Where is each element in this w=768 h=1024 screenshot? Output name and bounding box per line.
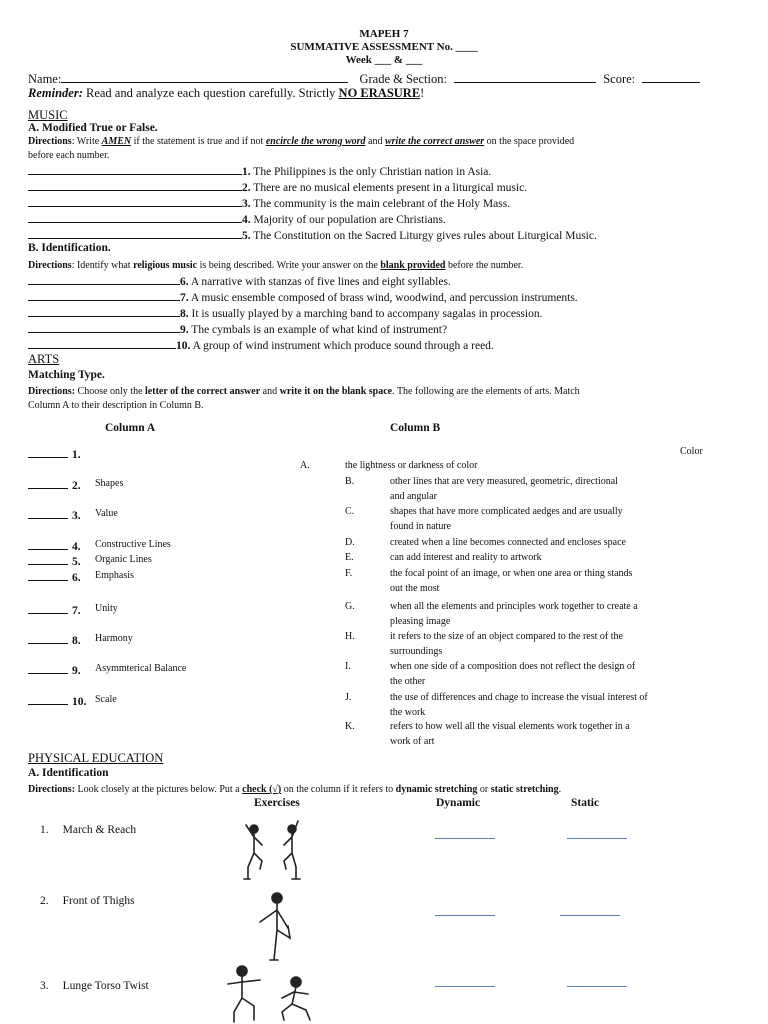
item-text: Constructive Lines <box>95 539 171 550</box>
answer-blank[interactable] <box>28 212 242 223</box>
item-description: the focal point of an image, or when one area or thing stands <box>390 568 633 579</box>
color-label: Color <box>680 446 703 457</box>
column-a-item <box>28 631 133 649</box>
item-letter: C. <box>345 506 355 517</box>
pe-directions <box>28 784 561 795</box>
item-letter: B. <box>345 476 355 487</box>
dir-text: and <box>262 386 278 397</box>
item-number: 9. <box>72 665 81 677</box>
dir-label: Directions: <box>28 784 76 795</box>
exercise-row <box>40 824 136 836</box>
item-number: 8. <box>180 308 189 320</box>
item-text: Scale <box>95 694 117 705</box>
exercise-number: 2. <box>40 895 49 907</box>
reminder <box>28 86 424 101</box>
dir-text: and <box>368 136 383 147</box>
item-text: Harmony <box>95 633 133 644</box>
dir-emph: religious music <box>133 260 198 271</box>
item-text: It is usually played by a marching band to accompany sagalas in procession. <box>191 308 543 320</box>
dir-emph: letter of the correct answer <box>145 386 261 397</box>
item-letter: E. <box>345 552 354 563</box>
name-label: Name: <box>28 72 62 86</box>
dir-label: Directions: <box>28 386 76 397</box>
exercise-row <box>40 980 149 992</box>
dir-static: static stretching <box>490 784 559 795</box>
dir-text: on the column if it refers to <box>283 784 394 795</box>
item-text: Unity <box>95 603 118 614</box>
exercise-number: 1. <box>40 824 49 836</box>
item-description: the lightness or darkness of color <box>345 460 478 471</box>
item-description-cont: the other <box>390 676 426 687</box>
item-letter: F. <box>345 568 353 579</box>
exercise-number: 3. <box>40 980 49 992</box>
item-description-cont: and angular <box>390 491 437 502</box>
item-description: created when a line becomes connected and encloses space <box>390 537 626 548</box>
arts-title: Matching Type. <box>28 369 105 381</box>
item-letter: D. <box>345 537 355 548</box>
dir-text: Choose only the <box>77 386 143 397</box>
answer-blank[interactable] <box>28 570 68 581</box>
march-reach-illustration <box>238 817 318 883</box>
answer-blank[interactable] <box>28 306 180 317</box>
answer-blank[interactable] <box>28 633 68 644</box>
item-description-cont: the work <box>390 707 426 718</box>
column-a-item <box>28 601 118 619</box>
identification-item <box>28 274 451 288</box>
item-letter: I. <box>345 661 351 672</box>
item-number: 7. <box>180 292 189 304</box>
item-number: 3. <box>242 198 251 210</box>
item-text: There are no musical elements present in a liturgical music. <box>253 182 528 194</box>
item-text: Emphasis <box>95 570 134 581</box>
item-description: the use of differences and chage to increase the visual interest of <box>390 692 648 703</box>
item-description: shapes that have more complicated aedges and are usually <box>390 506 623 517</box>
doc-week: Week ___ & ___ <box>345 54 423 66</box>
answer-blank[interactable] <box>28 164 242 175</box>
column-a-header: Column A <box>105 422 156 434</box>
answer-blank[interactable] <box>28 539 68 550</box>
column-a-item <box>28 445 81 463</box>
answer-blank[interactable] <box>28 508 68 519</box>
figure-body <box>260 903 290 960</box>
dir-label: Directions <box>28 260 72 271</box>
answer-blank[interactable] <box>28 228 242 239</box>
answer-blank[interactable] <box>28 274 180 285</box>
identification-item <box>28 290 578 304</box>
music-b-title: B. Identification. <box>28 242 111 254</box>
column-a-item <box>28 506 118 524</box>
item-description: refers to how well all the visual elements work together in a <box>390 721 630 732</box>
static-check-blank[interactable] <box>567 986 627 987</box>
dir-dynamic: dynamic stretching <box>395 784 478 795</box>
grade-label: Grade & Section: <box>359 72 447 86</box>
item-description-cont: surroundings <box>390 646 443 657</box>
pe-heading: PHYSICAL EDUCATION <box>28 751 164 765</box>
reminder-emph: NO ERASURE <box>338 86 421 100</box>
item-description: when one side of a composition does not reflect the design of <box>390 661 636 672</box>
exercise-name: Lunge Torso Twist <box>62 980 149 992</box>
item-text: A narrative with stanzas of five lines and eight syllables. <box>190 276 451 288</box>
name-row <box>28 72 700 87</box>
arts-heading: ARTS <box>28 352 60 366</box>
item-text: Majority of our population are Christians. <box>253 214 446 226</box>
figure-head <box>237 966 247 976</box>
col-exercises: Exercises <box>254 797 300 809</box>
item-letter: H. <box>345 631 355 642</box>
answer-blank[interactable] <box>28 694 68 705</box>
exercise-name: Front of Thighs <box>62 895 135 907</box>
name-field[interactable] <box>61 72 348 83</box>
item-text: The Constitution on the Sacred Liturgy gives rules about Liturgical Music. <box>253 230 597 242</box>
front-thighs-illustration <box>252 888 302 964</box>
item-number: 7. <box>72 605 81 617</box>
identification-item <box>28 306 542 320</box>
answer-blank[interactable] <box>28 338 176 349</box>
item-text: Value <box>95 508 118 519</box>
reminder-label: Reminder: <box>28 86 83 100</box>
music-a-directions <box>28 136 574 147</box>
item-number: 4. <box>72 541 81 553</box>
answer-blank[interactable] <box>28 554 68 565</box>
dir-text: . <box>558 784 562 795</box>
item-text: Shapes <box>95 478 124 489</box>
dir-blank: blank provided <box>380 260 446 271</box>
column-a-item <box>28 568 134 586</box>
music-a-title: A. Modified True or False. <box>28 122 158 134</box>
answer-blank[interactable] <box>28 603 68 614</box>
item-number: 8. <box>72 635 81 647</box>
item-description: other lines that are very measured, geometric, directional <box>390 476 618 487</box>
item-number: 10. <box>176 340 191 352</box>
dir-text: . The following are the elements of arts. Match <box>392 386 580 397</box>
item-text: Organic Lines <box>95 554 152 565</box>
exercise-row <box>40 895 135 907</box>
score-field[interactable] <box>642 72 700 83</box>
item-text: A music ensemble composed of brass wind, woodwind, and percussion instruments. <box>190 292 578 304</box>
item-number: 1. <box>242 166 251 178</box>
answer-blank[interactable] <box>28 663 68 674</box>
column-a-item <box>28 476 124 494</box>
music-heading: MUSIC <box>28 108 68 122</box>
static-check-blank[interactable] <box>567 838 627 839</box>
item-letter: A. <box>300 460 310 471</box>
column-b-header: Column B <box>390 422 441 434</box>
column-a-item <box>28 692 117 710</box>
item-letter: K. <box>345 721 355 732</box>
figure-head <box>272 893 282 903</box>
dir-text: or <box>479 784 489 795</box>
answer-blank[interactable] <box>28 478 68 489</box>
reminder-text: Read and analyze each question carefully. Strictly <box>85 86 336 100</box>
item-description-cont: found in nature <box>390 521 452 532</box>
answer-blank[interactable] <box>28 447 68 458</box>
dir-check: check (√) <box>242 784 282 795</box>
figure-body <box>282 987 310 1020</box>
true-false-item <box>28 164 491 178</box>
dir-encircle: encircle the wrong word <box>265 136 366 147</box>
item-number: 2. <box>72 480 81 492</box>
item-description-cont: pleasing image <box>390 616 451 627</box>
item-description-cont: work of art <box>390 736 435 747</box>
item-number: 2. <box>242 182 251 194</box>
item-description: it refers to the size of an object compared to the rest of the <box>390 631 623 642</box>
true-false-item <box>28 228 597 242</box>
true-false-item <box>28 212 446 226</box>
dynamic-check-blank[interactable] <box>435 838 495 839</box>
doc-subtitle: SUMMATIVE ASSESSMENT No. ____ <box>290 41 478 53</box>
static-check-blank[interactable] <box>560 915 620 916</box>
identification-item <box>28 322 447 336</box>
item-text: The Philippines is the only Christian nation in Asia. <box>253 166 492 178</box>
item-number: 1. <box>72 449 81 461</box>
item-number: 4. <box>242 214 251 226</box>
item-number: 5. <box>242 230 251 242</box>
item-number: 5. <box>72 556 81 568</box>
dir-write: write the correct answer <box>385 136 485 147</box>
dir-text: Look closely at the pictures below. Put a <box>77 784 240 795</box>
answer-blank[interactable] <box>28 322 180 333</box>
figure-body <box>228 976 260 1022</box>
answer-blank[interactable] <box>28 196 242 207</box>
item-text: The community is the main celebrant of the Holy Mass. <box>253 198 511 210</box>
pe-title: A. Identification <box>28 767 109 779</box>
dir-emph: write it on the blank space <box>279 386 393 397</box>
item-number: 9. <box>180 324 189 336</box>
column-a-item <box>28 661 187 679</box>
item-description-cont: out the most <box>390 583 440 594</box>
item-letter: G. <box>345 601 355 612</box>
item-number: 10. <box>72 696 87 708</box>
item-text: Asymmterical Balance <box>95 663 187 674</box>
dir-text: on the space provided <box>486 136 575 147</box>
reminder-end: ! <box>420 86 425 100</box>
item-text: The cymbals is an example of what kind of instrument? <box>191 324 448 336</box>
figure-head <box>291 977 301 987</box>
grade-field[interactable] <box>454 72 596 83</box>
dir-text: before the number. <box>447 260 524 271</box>
item-number: 6. <box>72 572 81 584</box>
item-description: when all the elements and principles work together to create a <box>390 601 638 612</box>
item-number: 3. <box>72 510 81 522</box>
answer-blank[interactable] <box>28 180 242 191</box>
answer-blank[interactable] <box>28 290 180 301</box>
arts-directions-2: Column A to their description in Column B. <box>28 400 204 411</box>
dynamic-check-blank[interactable] <box>435 915 495 916</box>
col-static: Static <box>571 797 600 809</box>
dir-text: : Identify what <box>71 260 131 271</box>
item-number: 6. <box>180 276 189 288</box>
item-text: A group of wind instrument which produce sound through a reed. <box>192 340 494 352</box>
dir-amen: AMEN <box>101 136 132 147</box>
identification-item <box>28 338 494 352</box>
dir-text: is being described. Write your answer on the <box>199 260 378 271</box>
dir-text: if the statement is true and if not <box>133 136 264 147</box>
music-b-directions <box>28 260 523 271</box>
true-false-item <box>28 196 510 210</box>
lunge-torso-twist-illustration <box>226 962 322 1024</box>
music-a-directions-2: before each number. <box>28 150 110 161</box>
exercise-name: March & Reach <box>62 824 137 836</box>
dir-text: : Write <box>71 136 100 147</box>
doc-title: MAPEH 7 <box>359 28 409 40</box>
dir-label: Directions <box>28 136 72 147</box>
col-dynamic: Dynamic <box>436 797 481 809</box>
dynamic-check-blank[interactable] <box>435 986 495 987</box>
arts-directions <box>28 386 580 397</box>
true-false-item <box>28 180 527 194</box>
item-description: can add interest and reality to artwork <box>390 552 542 563</box>
score-label: Score: <box>603 72 636 86</box>
item-letter: J. <box>345 692 352 703</box>
